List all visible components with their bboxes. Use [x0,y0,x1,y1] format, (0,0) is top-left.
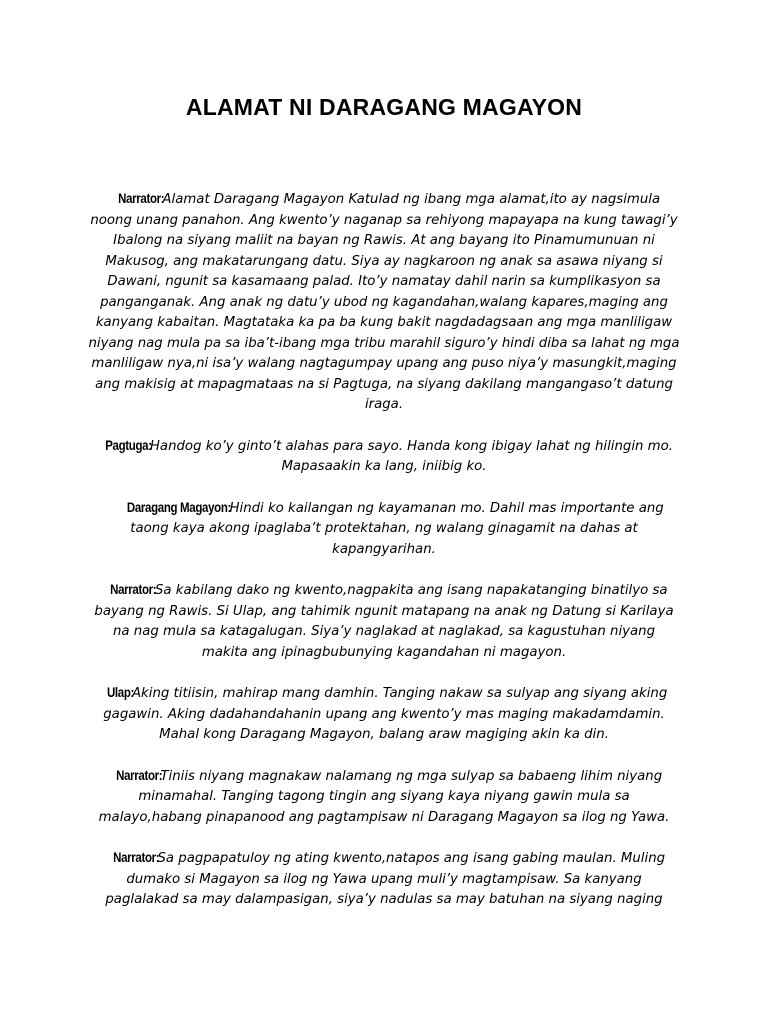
paragraph [88,435,680,478]
paragraph-text: Aking titiisin, mahirap mang damhin. Tanging nakaw sa sulyap ang siyang aking gagawin. Aking dadahandahanin upang ang kwento’y mas maging makadamdamin. Mahal kong Daragang Magayon, balang araw magiging akin ka din. [103,686,668,742]
paragraph-text: Handog ko’y ginto’t alahas para sayo. Handa kong ibigay lahat ng hilingin mo. Mapasaakin ka lang, iniibig ko. [149,438,673,474]
speaker-label: Narrator: [117,190,165,206]
paragraph-text: Sa kabilang dako ng kwento,nagpakita ang isang napakatanging binatilyo sa bayang ng Rawis. Si Ulap, ang tahimik ngunit matapang na anak ng Datung si Karilaya na nag mula sa katagalugan. Siya’y naglakad at naglakad, sa kagustuhan niyang makita ang ipinagbubunying kagandahan ni magayon. [94,583,674,660]
paragraph [88,765,680,829]
paragraph-text: Hindi ko kailangan ng kayamanan mo. Dahil mas importante ang taong kaya akong ipaglaba’t protektahan, ng walang ginagamit na dahas at kapangyarihan. [130,500,664,557]
document-body [88,188,680,911]
paragraph-text: Sa pagpapatuloy ng ating kwento,natapos ang isang gabing maulan. Muling dumako si Magayon sa ilog ng Yawa upang muli’y magtampisaw. Sa kanyang paglalakad sa may dalampasigan, siya’y nadulas sa may batuhan na siyang naging [105,851,666,907]
paragraph [88,682,680,746]
paragraph [88,579,680,663]
paragraph-text: Tiniis niyang magnakaw nalamang ng mga sulyap sa babaeng lihim niyang minamahal. Tanging tagong tingin ang siyang kaya niyang gawin mula sa malayo,habang pinapanood ang pagtampisaw ni Daragang Magayon sa ilog ng Yawa. [98,768,670,825]
speaker-label: Pagtuga: [105,436,152,453]
paragraph [88,497,680,561]
document-title: ALAMAT NI DARAGANG MAGAYON [185,94,583,120]
speaker-label: Narrator: [115,766,163,783]
paragraph [88,188,680,416]
paragraph [88,847,680,911]
speaker-label: Narrator: [113,849,160,865]
speaker-label: Narrator: [110,581,157,597]
speaker-label: Daragang Magayon: [127,498,232,515]
speaker-label: Ulap: [106,684,134,700]
paragraph-text: Alamat Daragang Magayon Katulad ng ibang mga alamat,ito ay nagsimula noong unang panahon. Ang kwento’y naganap sa rehiyong mapayapa na kung tawagi’y Ibalong na siyang maliit na bayan ng Rawis. At ang bayang ito Pinamumunuan ni Makusog, ang makatarungang datu. Siya ay nagkaroon ng anak sa asawa niyang si Dawani, ngunit sa kasamaang palad. Ito’y namatay dahil narin sa kumplikasyon sa panganganak. Ang anak ng datu’y ubod ng kagandahan,walang kapares,maging ang kanyang kabaitan. Magtataka ka pa ba kung bakit nagdadagsaan ang mga manliligaw niyang nag mula pa sa iba’t-ibang mga tribu marahil siguro’y hindi diba sa lahat ng mga manliligaw nya,ni isa’y walang nagtagumpay upang ang puso niya’y masungkit,maging ang makisig at mapagmataas na si Pagtuga, na siyang dakilang mangangaso’t datung iraga. [88,192,680,412]
